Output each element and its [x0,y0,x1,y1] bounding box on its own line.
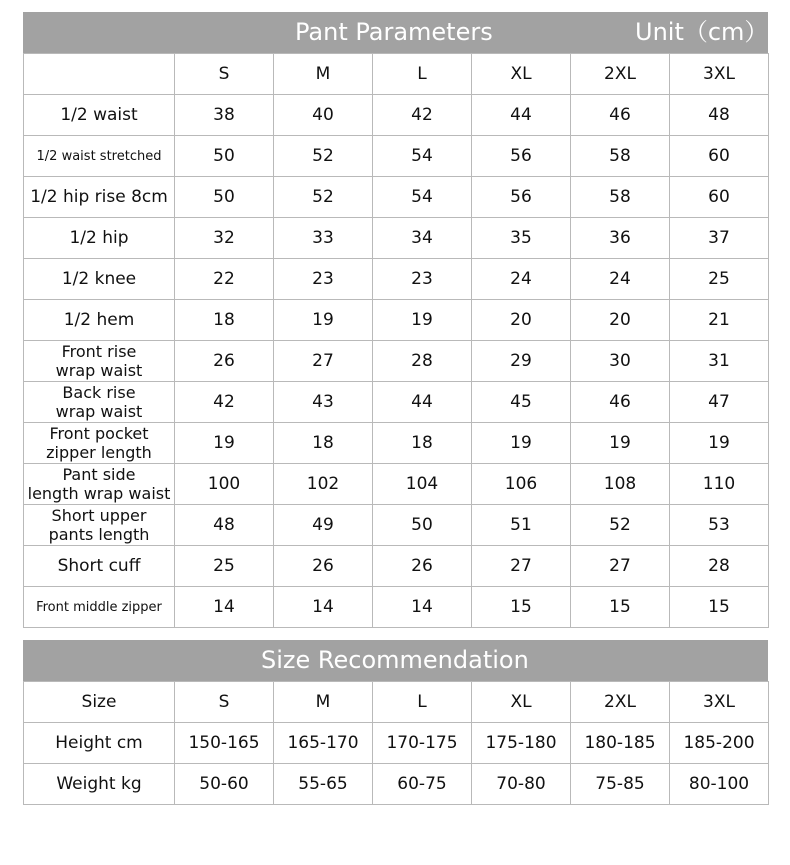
row-label [24,218,175,259]
value-cell: 23 [274,259,373,300]
value-cell: 20 [571,300,670,341]
value-cell: 60-75 [373,764,472,805]
value-cell: 40 [274,95,373,136]
unit-label: Unit（cm） [635,18,769,46]
value-cell: 27 [274,341,373,382]
size-column-header: 2XL [571,54,670,95]
value-cell: 29 [472,341,571,382]
row-label-line: 1/2 waist stretched [36,148,162,164]
value-cell: 100 [175,464,274,505]
row-label [24,464,175,505]
row-label [24,587,175,628]
value-cell: 42 [373,95,472,136]
value-cell: 27 [571,546,670,587]
value-cell: 108 [571,464,670,505]
table-row [24,259,769,300]
value-cell: 51 [472,505,571,546]
row-label-line: length wrap waist [27,484,171,503]
value-cell: 36 [571,218,670,259]
value-cell: 19 [373,300,472,341]
value-cell: 25 [175,546,274,587]
table-row [24,218,769,259]
value-cell: 35 [472,218,571,259]
value-cell: 48 [175,505,274,546]
value-cell: 60 [670,177,769,218]
value-cell: 14 [175,587,274,628]
row-label: Weight kg [24,764,175,805]
corner-cell [24,54,175,95]
value-cell: 34 [373,218,472,259]
size-column-header: L [373,682,472,723]
value-cell: 110 [670,464,769,505]
value-cell: 49 [274,505,373,546]
size-column-header: 3XL [670,682,769,723]
value-cell: 26 [274,546,373,587]
value-cell: 14 [274,587,373,628]
row-label [24,341,175,382]
value-cell: 25 [670,259,769,300]
value-cell: 50-60 [175,764,274,805]
row-label-line: Front rise [61,342,137,361]
table-row [24,723,769,764]
size-header-row [24,54,769,95]
value-cell: 55-65 [274,764,373,805]
pant-parameters-table [23,53,769,628]
value-cell: 45 [472,382,571,423]
value-cell: 18 [274,423,373,464]
value-cell: 24 [571,259,670,300]
value-cell: 56 [472,136,571,177]
size-column-header: M [274,54,373,95]
row-label-line: 1/2 hem [63,309,135,330]
pant-parameters-title: Pant Parameters [295,18,493,46]
row-label-line: wrap waist [55,402,143,421]
value-cell: 26 [175,341,274,382]
value-cell: 75-85 [571,764,670,805]
table-row [24,764,769,805]
value-cell: 52 [274,177,373,218]
row-label-line: 1/2 hip rise 8cm [30,186,168,207]
value-cell: 44 [373,382,472,423]
value-cell: 20 [472,300,571,341]
value-cell: 28 [670,546,769,587]
size-header-row [24,682,769,723]
row-label-line: Short upper [51,506,147,525]
value-cell: 180-185 [571,723,670,764]
row-label-line: 1/2 hip [69,227,129,248]
value-cell: 19 [274,300,373,341]
table-row [24,505,769,546]
value-cell: 44 [472,95,571,136]
value-cell: 70-80 [472,764,571,805]
size-recommendation-table [23,681,769,805]
size-column-header: M [274,682,373,723]
value-cell: 43 [274,382,373,423]
value-cell: 60 [670,136,769,177]
row-label [24,259,175,300]
value-cell: 48 [670,95,769,136]
row-label [24,546,175,587]
row-label [24,136,175,177]
value-cell: 80-100 [670,764,769,805]
value-cell: 165-170 [274,723,373,764]
value-cell: 28 [373,341,472,382]
size-column-header: XL [472,54,571,95]
value-cell: 32 [175,218,274,259]
table-row [24,177,769,218]
value-cell: 31 [670,341,769,382]
row-label [24,423,175,464]
row-label-line: Front middle zipper [36,599,162,615]
value-cell: 23 [373,259,472,300]
size-label-header: Size [24,682,175,723]
row-label [24,177,175,218]
value-cell: 19 [472,423,571,464]
value-cell: 47 [670,382,769,423]
row-label [24,300,175,341]
value-cell: 15 [571,587,670,628]
table-row [24,95,769,136]
value-cell: 46 [571,382,670,423]
value-cell: 58 [571,177,670,218]
size-column-header: 2XL [571,682,670,723]
value-cell: 37 [670,218,769,259]
table-row [24,423,769,464]
value-cell: 50 [175,136,274,177]
value-cell: 56 [472,177,571,218]
table-row [24,587,769,628]
row-label-line: 1/2 knee [61,268,137,289]
value-cell: 52 [571,505,670,546]
table-row [24,341,769,382]
value-cell: 24 [472,259,571,300]
row-label-line: Pant side [62,465,136,484]
value-cell: 106 [472,464,571,505]
value-cell: 18 [175,300,274,341]
size-recommendation-header [23,640,768,681]
value-cell: 18 [373,423,472,464]
value-cell: 38 [175,95,274,136]
row-label-line: wrap waist [55,361,143,380]
value-cell: 46 [571,95,670,136]
row-label-line: Back rise [62,383,136,402]
value-cell: 53 [670,505,769,546]
table-row [24,382,769,423]
row-label [24,95,175,136]
value-cell: 15 [670,587,769,628]
value-cell: 42 [175,382,274,423]
value-cell: 27 [472,546,571,587]
size-recommendation-title: Size Recommendation [261,646,529,674]
value-cell: 19 [571,423,670,464]
table-row [24,300,769,341]
value-cell: 52 [274,136,373,177]
value-cell: 170-175 [373,723,472,764]
value-cell: 14 [373,587,472,628]
value-cell: 26 [373,546,472,587]
value-cell: 50 [175,177,274,218]
row-label [24,505,175,546]
value-cell: 21 [670,300,769,341]
size-column-header: S [175,54,274,95]
row-label: Height cm [24,723,175,764]
value-cell: 19 [175,423,274,464]
value-cell: 15 [472,587,571,628]
size-column-header: S [175,682,274,723]
value-cell: 102 [274,464,373,505]
value-cell: 19 [670,423,769,464]
table-row [24,136,769,177]
row-label-line: Front pocket [49,424,149,443]
value-cell: 50 [373,505,472,546]
row-label-line: Short cuff [57,555,141,576]
value-cell: 30 [571,341,670,382]
size-column-header: XL [472,682,571,723]
row-label [24,382,175,423]
value-cell: 58 [571,136,670,177]
table-row [24,464,769,505]
row-label-line: pants length [48,525,150,544]
value-cell: 175-180 [472,723,571,764]
table-row [24,546,769,587]
value-cell: 104 [373,464,472,505]
value-cell: 185-200 [670,723,769,764]
size-column-header: 3XL [670,54,769,95]
row-label-line: 1/2 waist [60,104,138,125]
pant-parameters-header [23,12,768,53]
value-cell: 22 [175,259,274,300]
row-label-line: zipper length [46,443,152,462]
value-cell: 54 [373,136,472,177]
value-cell: 150-165 [175,723,274,764]
value-cell: 54 [373,177,472,218]
size-column-header: L [373,54,472,95]
value-cell: 33 [274,218,373,259]
